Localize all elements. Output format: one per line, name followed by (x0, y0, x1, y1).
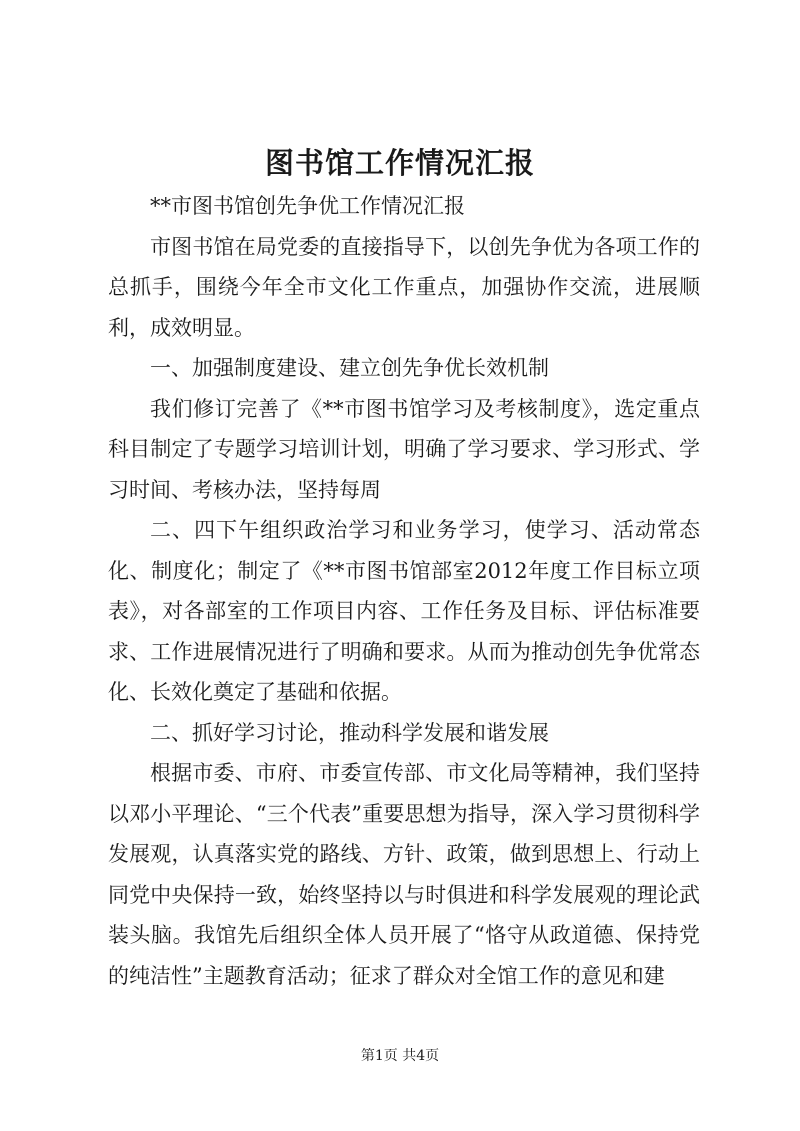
document-body (108, 186, 700, 996)
paragraph-intro: 市图书馆在局党委的直接指导下，以创先争优为各项工作的总抓手，围绕今年全市文化工作重点，加强协作交流，进展顺利，成效明显。 (108, 234, 700, 340)
document-title: 图书馆工作情况汇报 (264, 146, 535, 180)
paragraph-1: 我们修订完善了《**市图书馆学习及考核制度》，选定重点科目制定了专题学习培训计划，明确了学习要求、学习形式、学习时间、考核办法，坚持每周 (108, 396, 700, 502)
paragraph-subtitle: **市图书馆创先争优工作情况汇报 (150, 194, 465, 218)
page-number-footer: 第1页 共4页 (360, 1048, 440, 1064)
paragraph-2: 二、四下午组织政治学习和业务学习，使学习、活动常态化、制度化；制定了《**市图书馆部室2012年度工作目标立项表》，对各部室的工作项目内容、工作任务及目标、评估标准要求、工作进展情况进行了明确和要求。从而为推动创先争优常态化、长效化奠定了基础和依据。 (108, 518, 700, 704)
section-heading-1: 一、加强制度建设、建立创先争优长效机制 (150, 356, 549, 380)
paragraph-3: 根据市委、市府、市委宣传部、市文化局等精神，我们坚持以邓小平理论、“三个代表”重要思想为指导，深入学习贯彻科学发展观，认真落实党的路线、方针、政策，做到思想上、行动上同党中央保持一致，始终坚持以与时俱进和科学发展观的理论武装头脑。我馆先后组织全体人员开展了“恪守从政道德、保持党的纯洁性”主题教育活动；征求了群众对全馆工作的意见和建 (108, 761, 700, 988)
section-heading-2: 二、抓好学习讨论，推动科学发展和谐发展 (150, 720, 549, 745)
